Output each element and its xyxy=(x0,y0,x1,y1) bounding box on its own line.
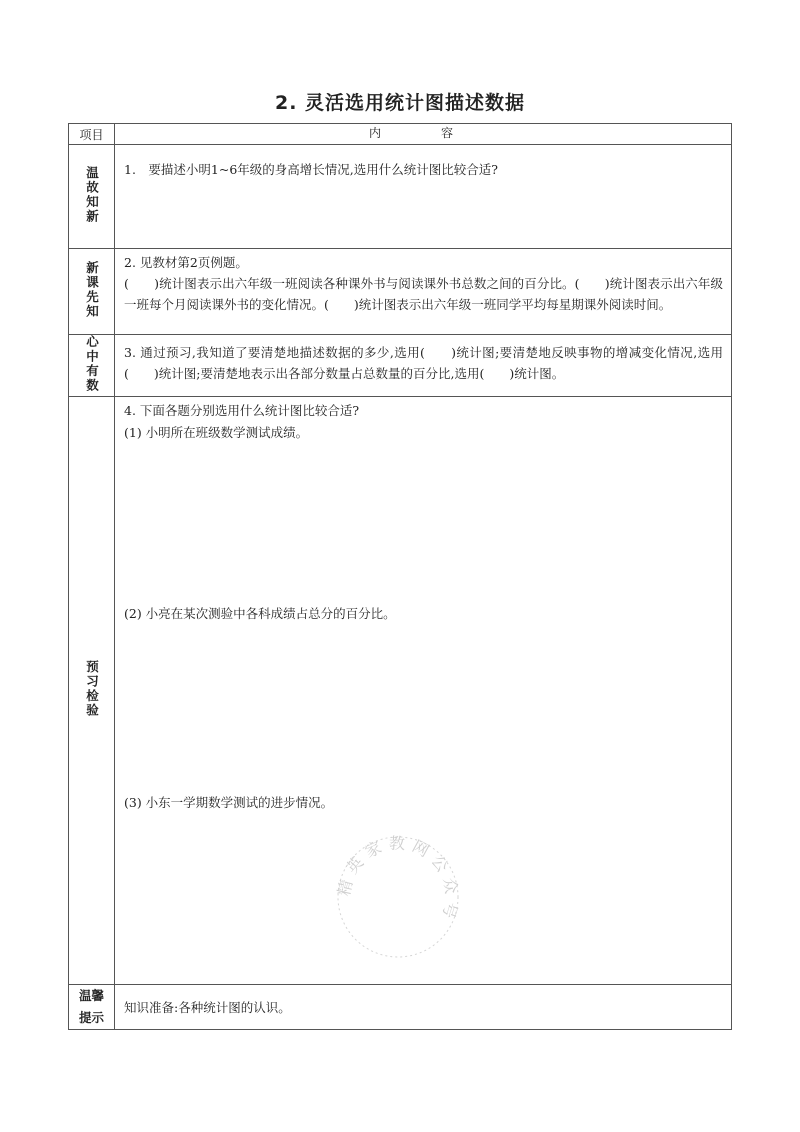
watermark-stamp xyxy=(333,832,463,962)
tip-label xyxy=(69,985,115,1030)
review-label xyxy=(69,145,115,249)
new-lesson-content xyxy=(115,249,732,335)
new-lesson-text xyxy=(115,249,731,315)
preview-check-intro: 4. 下面各题分别选用什么统计图比较合适? xyxy=(124,403,360,418)
review-content xyxy=(115,145,732,249)
tip-label-line2: 提示 xyxy=(78,1010,104,1025)
summary-text: 3. 通过预习,我知道了要清楚地描述数据的多少,选用( )统计图;要清楚地反映事物的增减变化情况,选用( )统计图;要清楚地表示出各部分数量占总数量的百分比,选用( )统计图。 xyxy=(124,345,723,381)
tip-content xyxy=(115,985,732,1030)
review-label-text: 温故知新 xyxy=(84,166,100,224)
preview-check-label-text: 预习检验 xyxy=(84,660,100,718)
stamp-text xyxy=(334,834,462,927)
page-title: 2. 灵活选用统计图描述数据 xyxy=(274,92,526,114)
summary-label xyxy=(69,335,115,397)
header-content-label: 内 容 xyxy=(115,124,732,145)
preview-check-text xyxy=(115,397,731,813)
review-row xyxy=(69,145,732,249)
summary-row xyxy=(69,335,732,397)
tip-text: 知识准备:各种统计图的认识。 xyxy=(124,999,291,1015)
review-question: 1. 要描述小明1~6年级的身高增长情况,选用什么统计图比较合适? xyxy=(124,162,498,177)
new-lesson-line2: ( )统计图表示出六年级一班阅读各种课外书与阅读课外书总数之间的百分比。( )统计图表示出六年级一班每个月阅读课外书的变化情况。( )统计图表示出六年级一班同学平均每星期课外阅读时间。 xyxy=(124,276,723,312)
tip-row xyxy=(69,985,732,1030)
summary-label-text: 心中有数 xyxy=(84,335,100,393)
preview-check-q2: (2) 小亮在某次测验中各科成绩占总分的百分比。 xyxy=(124,606,396,621)
new-lesson-row xyxy=(69,249,732,335)
new-lesson-label-text: 新课先知 xyxy=(84,261,100,319)
tip-label-line1: 温馨 xyxy=(78,988,104,1003)
preview-check-q1: (1) 小明所在班级数学测试成绩。 xyxy=(124,425,309,440)
new-lesson-label xyxy=(69,249,115,335)
header-item-label: 项目 xyxy=(69,124,115,145)
stamp-text-path: 精英家教网公众号 xyxy=(334,833,462,927)
preview-check-label xyxy=(69,397,115,985)
new-lesson-line1: 2. 见教材第2页例题。 xyxy=(124,255,248,270)
preview-check-q3: (3) 小东一学期数学测试的进步情况。 xyxy=(124,795,334,810)
summary-content xyxy=(115,335,732,397)
table-header-row xyxy=(69,124,732,145)
